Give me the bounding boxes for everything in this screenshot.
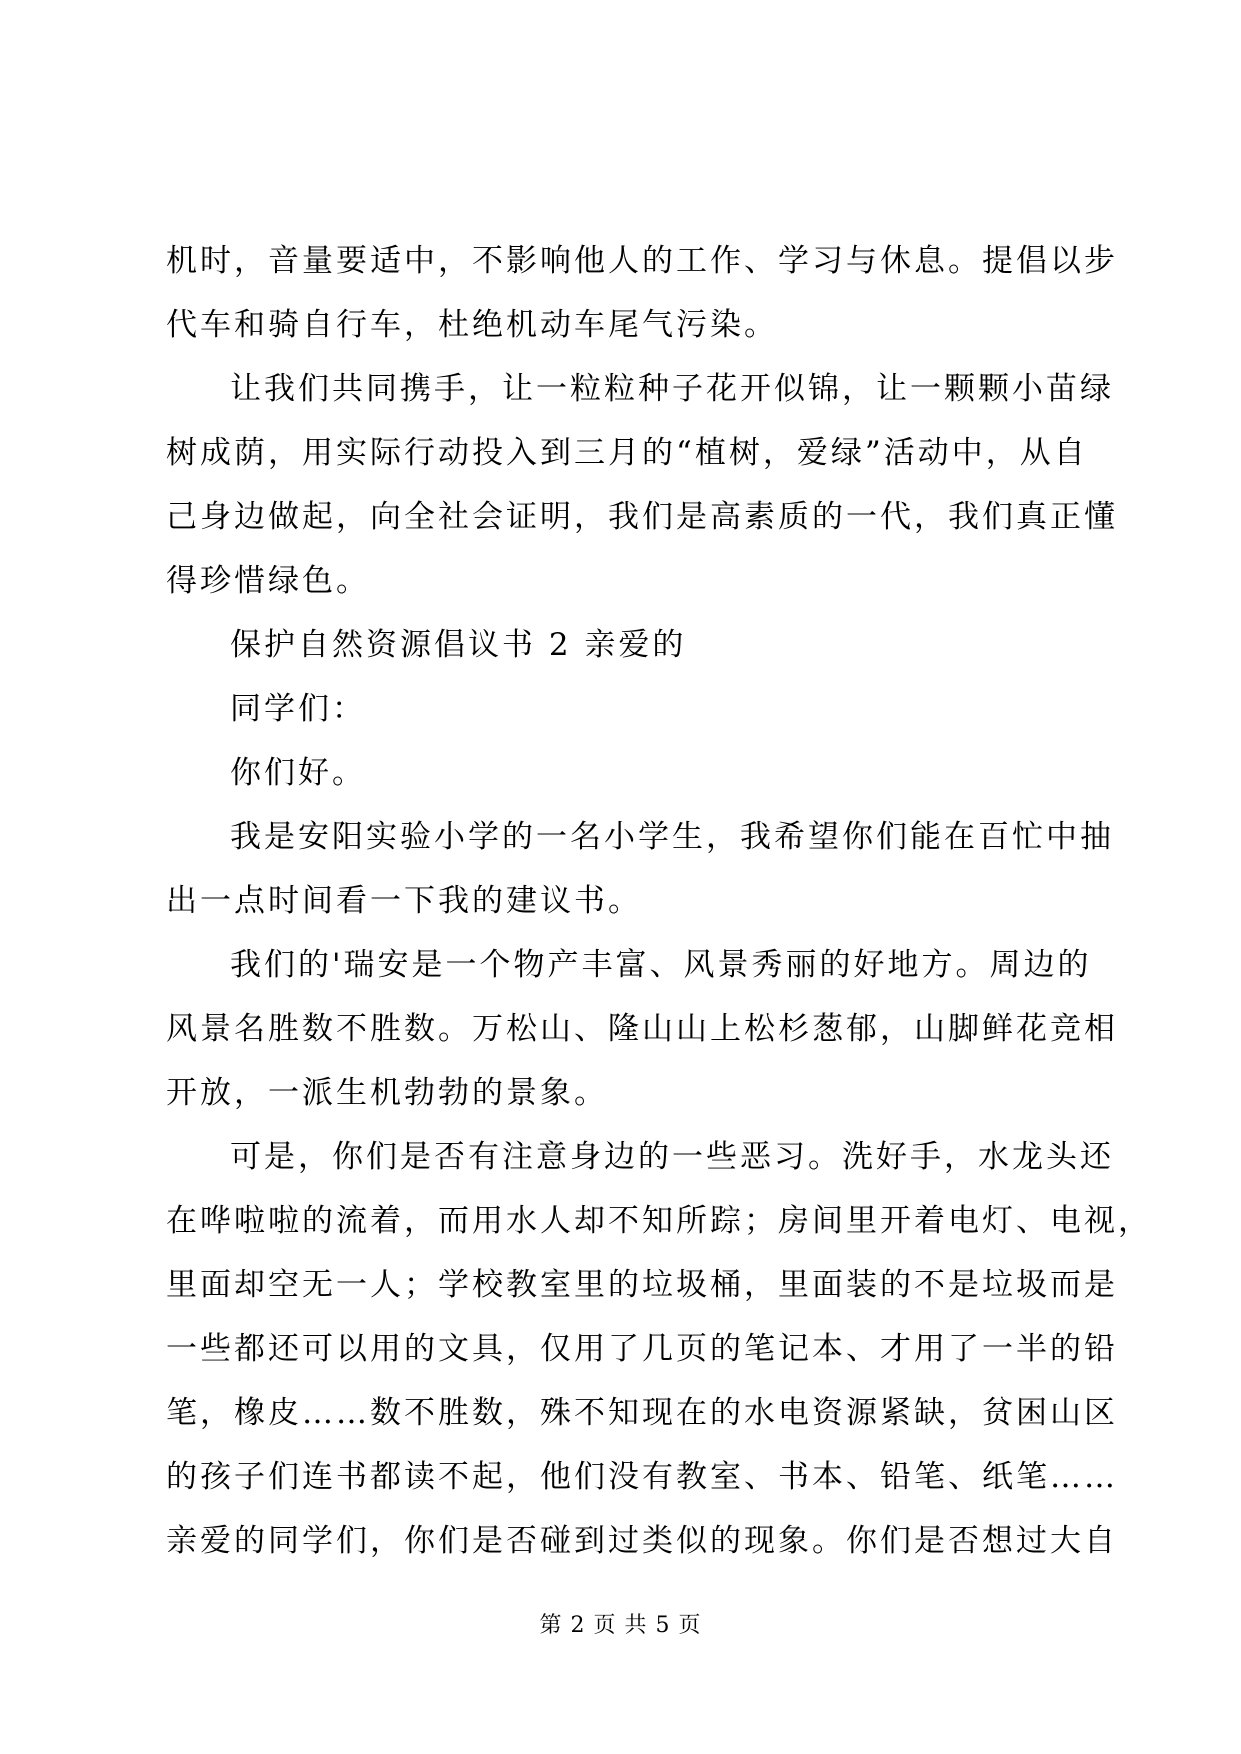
paragraph-start: 让我们共同携手，让一粒粒种子花开似锦，让一颗颗小苗绿 xyxy=(230,371,1114,407)
text-line-continuation: 开放，一派生机勃勃的景象。 xyxy=(166,1075,608,1111)
document-body xyxy=(166,229,1152,1573)
section-heading: 保护自然资源倡议书 2 亲爱的 xyxy=(230,627,687,663)
paragraph-start: 可是，你们是否有注意身边的一些恶习。洗好手，水龙头还 xyxy=(230,1139,1114,1175)
salutation: 同学们： xyxy=(230,691,366,727)
text-line-continuation: 得珍惜绿色。 xyxy=(166,563,370,599)
text-line-continuation: 树成荫，用实际行动投入到三月的“植树，爱绿”活动中，从自 xyxy=(166,435,1088,471)
text-line-continuation: 代车和骑自行车，杜绝机动车尾气污染。 xyxy=(166,307,778,343)
text-line-continuation: 机时，音量要适中，不影响他人的工作、学习与休息。提倡以步 xyxy=(166,243,1118,279)
text-line-continuation: 在哗啦啦的流着，而用水人却不知所踪；房间里开着电灯、电视， xyxy=(166,1203,1152,1239)
text-line-continuation: 己身边做起，向全社会证明，我们是高素质的一代，我们真正懂 xyxy=(166,499,1118,535)
paragraph-start: 我是安阳实验小学的一名小学生，我希望你们能在百忙中抽 xyxy=(230,819,1114,855)
text-line-continuation: 的孩子们连书都读不起，他们没有教室、书本、铅笔、纸笔…… xyxy=(166,1459,1118,1495)
text-line-continuation: 里面却空无一人；学校教室里的垃圾桶，里面装的不是垃圾而是 xyxy=(166,1267,1118,1303)
text-line-continuation: 一些都还可以用的文具，仅用了几页的笔记本、才用了一半的铅 xyxy=(166,1331,1118,1367)
text-line-continuation: 亲爱的同学们，你们是否碰到过类似的现象。你们是否想过大自 xyxy=(166,1523,1118,1559)
page-number-footer: 第 2 页 共 5 页 xyxy=(539,1613,702,1638)
paragraph-start: 我们的'瑞安是一个物产丰富、风景秀丽的好地方。周边的 xyxy=(230,947,1092,983)
text-line-continuation: 笔，橡皮……数不胜数，殊不知现在的水电资源紧缺，贫困山区 xyxy=(166,1395,1118,1431)
text-line-continuation: 出一点时间看一下我的建议书。 xyxy=(166,883,642,919)
text-line-continuation: 风景名胜数不胜数。万松山、隆山山上松杉葱郁，山脚鲜花竞相 xyxy=(166,1011,1118,1047)
greeting: 你们好。 xyxy=(230,755,366,791)
